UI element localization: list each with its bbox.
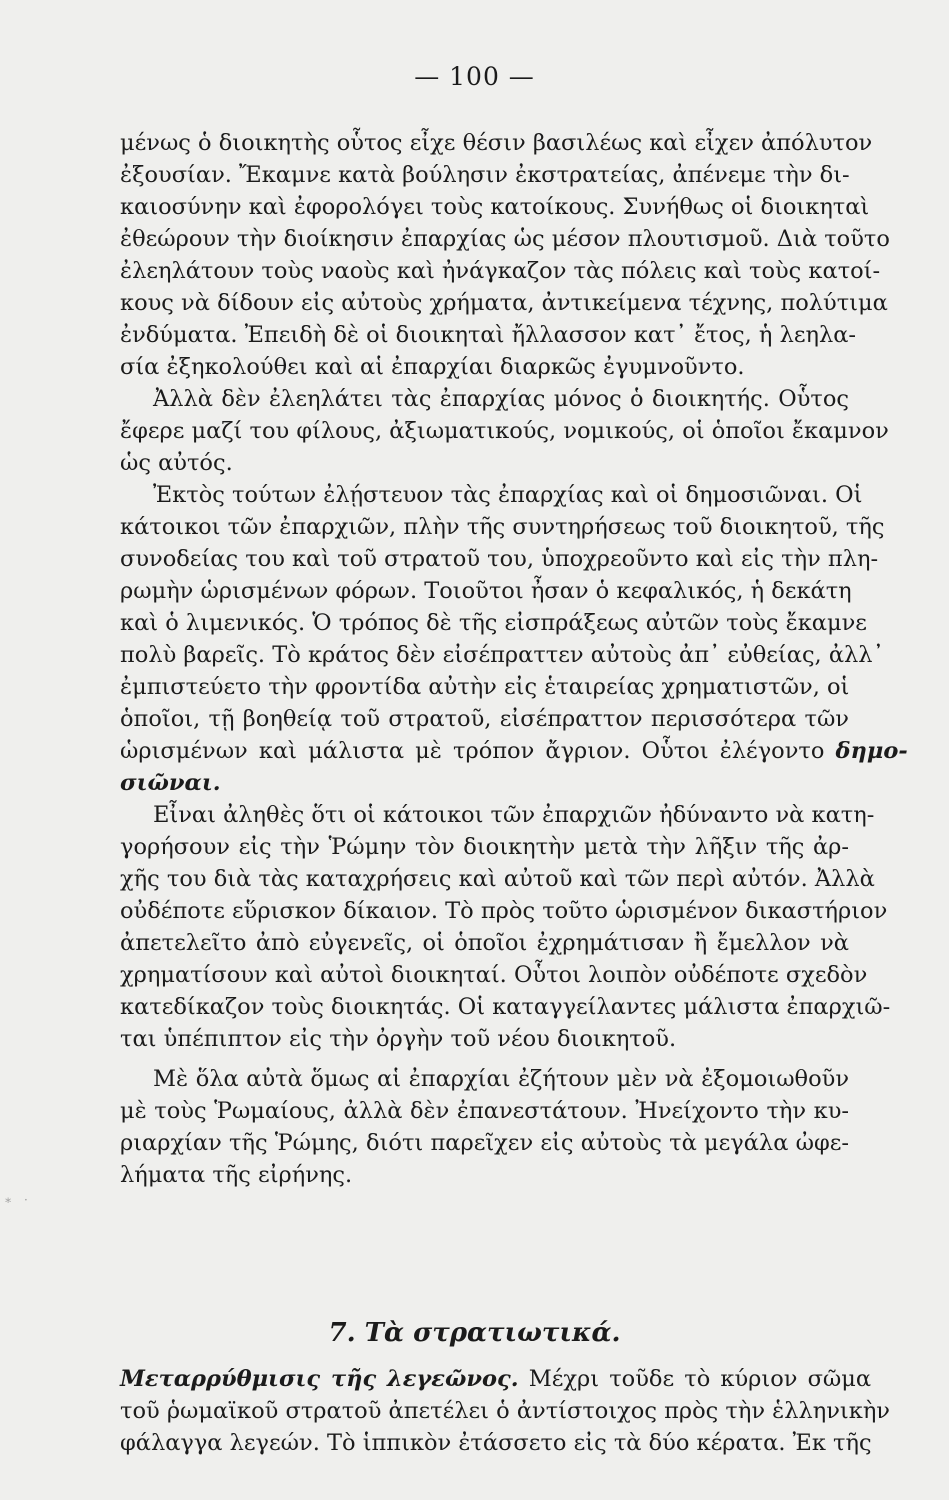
text-segment: ὡρισμένων καὶ μάλιστα μὲ τρόπον ἄγριον. Οὗτοι ἐλέγοντο xyxy=(120,738,825,764)
bold-term: δημο- xyxy=(835,738,908,764)
section-heading: 7. Τὰ στρατιωτικά. xyxy=(328,1318,621,1348)
text-line: ριαρχίαν τῆς Ῥώμης, διότι παρεῖχεν εἰς αὐτοὺς τὰ μεγάλα ὠφε- xyxy=(120,1130,849,1156)
text-line: καὶ ὁ λιμενικός. Ὁ τρόπος δὲ τῆς εἰσπράξεως αὐτῶν τοὺς ἔκαμνε xyxy=(120,610,867,636)
page-number: — 100 — xyxy=(414,62,535,91)
text-line: Μὲ ὅλα αὐτὰ ὅμως αἱ ἐπαρχίαι ἐζήτουν μὲν νὰ ἐξομοιωθοῦν xyxy=(153,1066,849,1092)
text-line: ρωμὴν ὡρισμένων φόρων. Τοιοῦτοι ἦσαν ὁ κεφαλικός, ἡ δεκάτη xyxy=(120,578,852,604)
text-line: τοῦ ῥωμαϊκοῦ στρατοῦ ἀπετέλει ὁ ἀντίστοιχος πρὸς τὴν ἑλληνικὴν xyxy=(120,1398,890,1424)
margin-mark: ∗ · xyxy=(4,1193,32,1207)
text-line: ὡς αὐτός. xyxy=(120,450,233,476)
text-line: ἐθεώρουν τὴν διοίκησιν ἐπαρχίας ὡς μέσον πλουτισμοῦ. Διὰ τοῦτο xyxy=(120,226,890,252)
subsection-title: Μεταρρύθμισις τῆς λεγεῶνος. xyxy=(120,1366,519,1392)
text-line: Εἶναι ἀληθὲς ὅτι οἱ κάτοικοι τῶν ἐπαρχιῶν ἠδύναντο νὰ κατη- xyxy=(153,802,875,828)
text-line: Ἐκτὸς τούτων ἐλῄστευον τὰς ἐπαρχίας καὶ οἱ δημοσιῶναι. Οἱ xyxy=(153,482,863,508)
text-line: ται ὑπέπιπτον εἰς τὴν ὀργὴν τοῦ νέου διοικητοῦ. xyxy=(120,1026,677,1052)
text-line: μένως ὁ διοικητὴς οὗτος εἶχε θέσιν βασιλέως καὶ εἶχεν ἀπόλυτον xyxy=(120,130,873,156)
text-line: πολὺ βαρεῖς. Τὸ κράτος δὲν εἰσέπραττεν αὐτοὺς ἀπ᾽ εὐθείας, ἀλλ᾽ xyxy=(120,642,884,668)
text-line: ἐμπιστεύετο τὴν φροντίδα αὐτὴν εἰς ἑταιρείας χρηματιστῶν, οἱ xyxy=(120,674,850,700)
text-line: λήματα τῆς εἰρήνης. xyxy=(120,1162,353,1188)
text-line: χῆς του διὰ τὰς καταχρήσεις καὶ αὐτοῦ καὶ τῶν περὶ αὐτόν. Ἀλλὰ xyxy=(120,866,875,892)
text-line: ἔφερε μαζί του φίλους, ἀξιωματικούς, νομικούς, οἱ ὁποῖοι ἔκαμνον xyxy=(120,418,889,444)
text-line: ἐλεηλάτουν τοὺς ναοὺς καὶ ἠνάγκαζον τὰς πόλεις καὶ τοὺς κατοί- xyxy=(120,258,881,284)
text-line: καιοσύνην καὶ ἐφορολόγει τοὺς κατοίκους. Συνήθως οἱ διοικηταὶ xyxy=(120,194,870,220)
text-line: κατεδίκαζον τοὺς διοικητάς. Οἱ καταγγείλαντες μάλιστα ἐπαρχιῶ- xyxy=(120,994,891,1020)
text-line: ἐνδύματα. Ἐπειδὴ δὲ οἱ διοικηταὶ ἤλλασσον κατ᾽ ἔτος, ἡ λεηλα- xyxy=(120,322,857,348)
text-line: φάλαγγα λεγεών. Τὸ ἱππικὸν ἐτάσσετο εἰς τὰ δύο κέρατα. Ἐκ τῆς xyxy=(120,1430,872,1456)
text-line: γορήσουν εἰς τὴν Ῥώμην τὸν διοικητὴν μετὰ τὴν λῆξιν τῆς ἀρ- xyxy=(120,834,849,860)
text-segment: Μέχρι τοῦδε τὸ κύριον σῶμα xyxy=(528,1366,872,1392)
text-line: σία ἐξηκολούθει καὶ αἱ ἐπαρχίαι διαρκῶς ἐγυμνοῦντο. xyxy=(120,354,745,380)
text-line: ἐξουσίαν. Ἔκαμνε κατὰ βούλησιν ἐκστρατείας, ἀπένεμε τὴν δι- xyxy=(120,162,850,188)
text-line: χρηματίσουν καὶ αὐτοὶ διοικηταί. Οὗτοι λοιπὸν οὐδέποτε σχεδὸν xyxy=(120,962,868,988)
text-line: μὲ τοὺς Ῥωμαίους, ἀλλὰ δὲν ἐπανεστάτουν. Ἠνείχοντο τὴν κυ- xyxy=(120,1098,849,1124)
text-line xyxy=(120,736,908,766)
text-line: ἀπετελεῖτο ἀπὸ εὐγενεῖς, οἱ ὁποῖοι ἐχρημάτισαν ἢ ἔμελλον νὰ xyxy=(120,930,849,956)
text-line: οὐδέποτε εὕρισκον δίκαιον. Τὸ πρὸς τοῦτο ὡρισμένον δικαστήριον xyxy=(120,898,888,924)
text-line: συνοδείας του καὶ τοῦ στρατοῦ του, ὑποχρεοῦντο καὶ εἰς τὴν πλη- xyxy=(120,546,879,572)
text-line: ὁποῖοι, τῇ βοηθείᾳ τοῦ στρατοῦ, εἰσέπραττον περισσότερα τῶν xyxy=(120,706,849,732)
text-line: κους νὰ δίδουν εἰς αὐτοὺς χρήματα, ἀντικείμενα τέχνης, πολύτιμα xyxy=(120,290,888,316)
text-line xyxy=(120,768,849,798)
text-line: Ἀλλὰ δὲν ἐλεηλάτει τὰς ἐπαρχίας μόνος ὁ διοικητής. Οὗτος xyxy=(153,386,849,412)
bold-term: σιῶναι. xyxy=(120,770,221,796)
text-line: κάτοικοι τῶν ἐπαρχιῶν, πλὴν τῆς συντηρήσεως τοῦ διοικητοῦ, τῆς xyxy=(120,514,885,540)
text-line xyxy=(120,1364,872,1394)
